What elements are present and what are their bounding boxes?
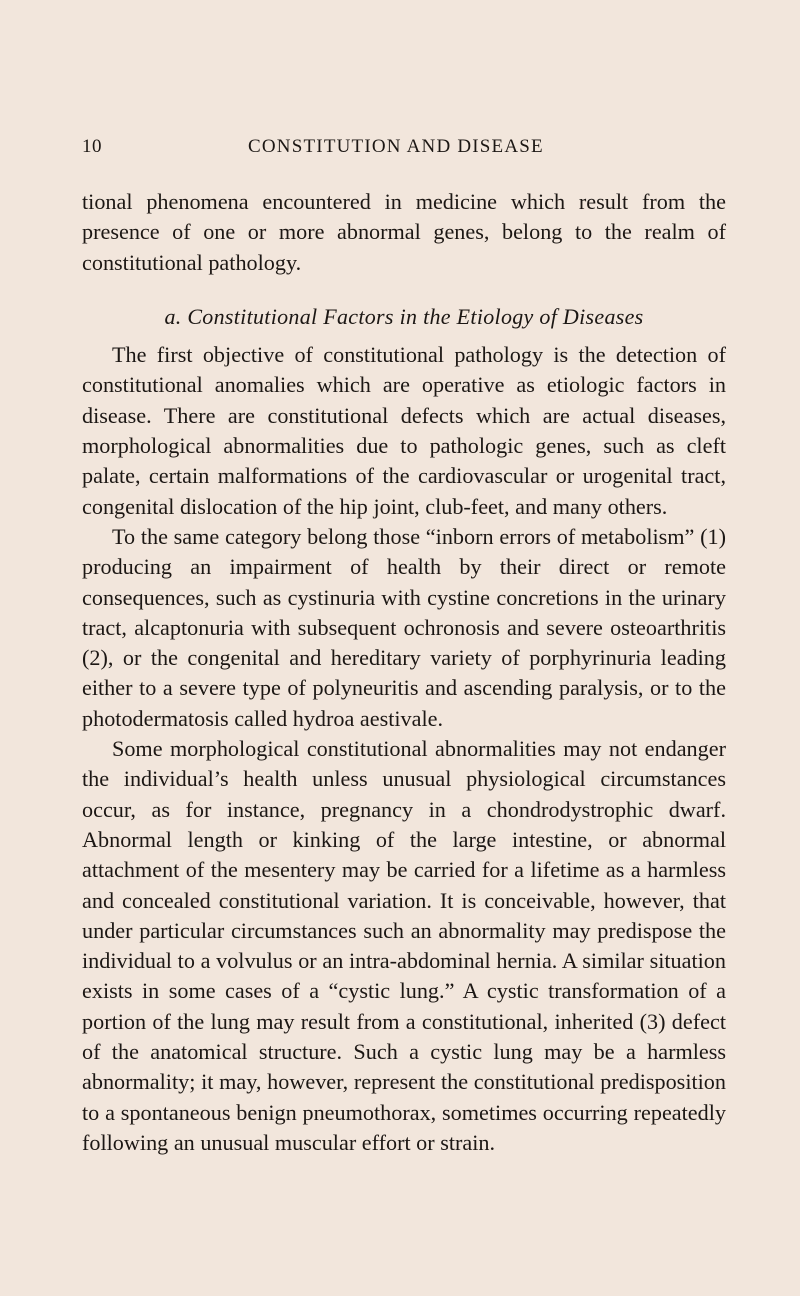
page-number: 10 <box>82 136 102 157</box>
running-head <box>82 136 718 166</box>
body-text <box>82 187 726 1158</box>
paragraph-morphological-abnormalities: Some morphological constitutional abnormalities may not endanger the individual’s health unless unusual physiological circumstances occur, as for instance, pregnancy in a chondrodystrophic dwarf. Abnormal length or kinking of the large intestine, or abnormal attachment of the mesentery may be carried for a lifetime as a harmless and concealed constitutional variation. It is conceivable, however, that under particular circumstances such an abnormality may predispose the individual to a volvulus or an intra-abdominal hernia. A similar situation exists in some cases of a “cystic lung.” A cystic transformation of a portion of the lung may result from a constitutional, inherited (3) defect of the anatomical structure. Such a cystic lung may be a harmless abnormality; it may, however, represent the constitutional predisposition to a spontaneous benign pneumothorax, sometimes occurring repeatedly following an unusual muscular effort or strain. <box>82 736 726 1155</box>
paragraph-continued: tional phenomena encountered in medicine which result from the presence of one or more abnormal genes, belong to the realm of constitutional pathology. <box>82 189 726 275</box>
section-heading: a. Constitutional Factors in the Etiology of Diseases <box>164 303 644 329</box>
paragraph-objective: The first objective of constitutional pathology is the detection of constitutional anomalies which are operative as etiologic factors in disease. There are constitutional defects which are actual diseases, morphological abnormalities due to pathologic genes, such as cleft palate, certain malformations of the cardiovascular or urogenital tract, congenital dislocation of the hip joint, club-feet, and many others. <box>82 342 726 519</box>
paragraph-inborn-errors: To the same category belong those “inborn errors of metabolism” (1) producing an impairment of health by their direct or remote consequences, such as cystinuria with cystine concretions in the urinary tract, alcaptonuria with subsequent ochronosis and severe osteoarthritis (2), or the congenital and hereditary variety of porphyrinuria leading either to a severe type of polyneuritis and ascending paralysis, or to the photodermatosis called hydroa aestivale. <box>82 523 726 731</box>
running-head-title: CONSTITUTION AND DISEASE <box>248 136 544 157</box>
